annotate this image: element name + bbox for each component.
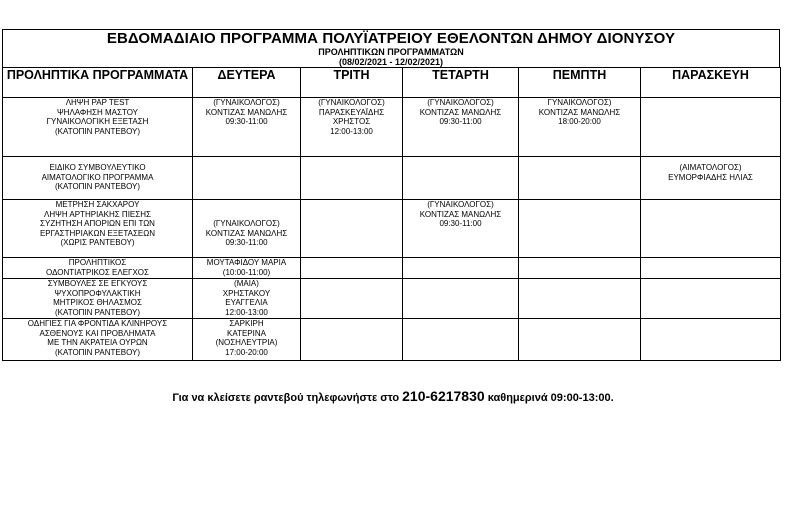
date-range: (08/02/2021 - 12/02/2021) [338,57,444,67]
tuesday-cell [301,157,403,200]
thursday-cell [519,200,641,258]
program-cell: ΠΡΟΛΗΠΤΙΚΟΣ ΟΔΟΝΤΙΑΤΡΙΚΟΣ ΕΛΕΓΧΟΣ [3,258,193,279]
tuesday-cell [301,319,403,361]
tuesday-cell [301,200,403,258]
friday-cell [641,279,781,319]
phone-number: 210-6217830 [402,388,485,404]
schedule-sheet [2,29,780,361]
monday-cell: ΣΑΡΚΙΡΗ ΚΑΤΕΡΙΝΑ (ΝΟΣΗΛΕΥΤΡΙΑ) 17:00-20:00 [193,319,301,361]
thursday-cell [519,258,641,279]
wednesday-cell [403,258,519,279]
thursday-cell [519,157,641,200]
program-cell: ΟΔΗΓΙΕΣ ΓΙΑ ΦΡΟΝΤΙΔΑ ΚΛΙΝΗΡΟΥΣ ΑΣΘΕΝΟΥΣ ΚΑΙ ΠΡΟΒΛΗΜΑΤΑ ΜΕ ΤΗΝ ΑΚΡΑΤΕΙΑ ΟΥΡΩΝ (ΚΑΤΟΠΙΝ ΡΑΝΤΕΒΟΥ) [3,319,193,361]
thursday-cell: ΓΥΝΑΙΚΟΛΟΓΟΣ) ΚΟΝΤΙΖΑΣ ΜΑΝΩΛΗΣ 18:00-20:00 [519,98,641,157]
friday-cell [641,98,781,157]
monday-cell: (ΓΥΝΑΙΚΟΛΟΓΟΣ) ΚΟΝΤΙΖΑΣ ΜΑΝΩΛΗΣ 09:30-11:00 [193,98,301,157]
friday-cell: (ΑΙΜΑΤΟΛΟΓΟΣ) ΕΥΜΟΡΦΙΑΔΗΣ ΗΛΙΑΣ [641,157,781,200]
thursday-cell [519,279,641,319]
table-row [3,200,781,258]
table-row [3,279,781,319]
wednesday-cell [403,319,519,361]
header-row [3,68,781,98]
tuesday-cell [301,279,403,319]
friday-cell [641,258,781,279]
appointment-note [0,388,786,404]
wednesday-cell: (ΓΥΝΑΙΚΟΛΟΓΟΣ) ΚΟΝΤΙΖΑΣ ΜΑΝΩΛΗΣ 09:30-11:00 [403,200,519,258]
column-header-programs: ΠΡΟΛΗΠΤΙΚΑ ΠΡΟΓΡΑΜΜΑΤΑ [3,68,193,98]
wednesday-cell: (ΓΥΝΑΙΚΟΛΟΓΟΣ) ΚΟΝΤΙΖΑΣ ΜΑΝΩΛΗΣ 09:30-11:00 [403,98,519,157]
program-cell: ΣΥΜΒΟΥΛΕΣ ΣΕ ΕΓΚΥΟΥΣ ΨΥΧΟΠΡΟΦΥΛΑΚΤΙΚΗ ΜΗΤΡΙΚΟΣ ΘΗΛΑΣΜΟΣ (ΚΑΤΟΠΙΝ ΡΑΝΤΕΒΟΥ) [3,279,193,319]
wednesday-cell [403,279,519,319]
friday-cell [641,319,781,361]
thursday-cell [519,319,641,361]
appointment-hours-text: καθημερινά 09:00-13:00. [484,392,614,404]
program-cell: ΛΗΨΗ PAP TEST ΨΗΛΑΦΗΣΗ ΜΑΣΤΟΥ ΓΥΝΑΙΚΟΛΟΓΙΚΗ ΕΞΕΤΑΣΗ (ΚΑΤΟΠΙΝ ΡΑΝΤΕΒΟΥ) [3,98,193,157]
tuesday-cell [301,258,403,279]
schedule-table [2,67,781,361]
column-header-wednesday: ΤΕΤΑΡΤΗ [403,68,519,98]
table-row [3,98,781,157]
page-title: ΕΒΔΟΜΑΔΙΑΙΟ ΠΡΟΓΡΑΜΜΑ ΠΟΛΥΪΑΤΡΕΙΟΥ ΕΘΕΛΟΝΤΩΝ ΔΗΜΟΥ ΔΙΟΝΥΣΟΥ [106,30,676,47]
column-header-friday: ΠΑΡΑΣΚΕΥΗ [641,68,781,98]
monday-cell: (ΜΑΙΑ) ΧΡΗΣΤΑΚΟΥ ΕΥΑΓΓΕΛΙΑ 12:00-13:00 [193,279,301,319]
program-cell: ΜΕΤΡΗΣΗ ΣΑΚΧΑΡΟΥ ΛΗΨΗ ΑΡΤΗΡΙΑΚΗΣ ΠΙΕΣΗΣ ΣΥΖΗΤΗΣΗ ΑΠΟΡΙΩΝ ΕΠΙ ΤΩΝ ΕΡΓΑΣΤΗΡΙΑΚΩΝ ΕΞΕΤΑΣΕΩΝ (ΧΩΡΙΣ ΡΑΝΤΕΒΟΥ) [3,200,193,258]
table-row [3,319,781,361]
friday-cell [641,200,781,258]
column-header-monday: ΔΕΥΤΕΡΑ [193,68,301,98]
tuesday-cell: (ΓΥΝΑΙΚΟΛΟΓΟΣ) ΠΑΡΑΣΚΕΥΑΪΔΗΣ ΧΡΗΣΤΟΣ 12:00-13:00 [301,98,403,157]
column-header-thursday: ΠΕΜΠΤΗ [519,68,641,98]
wednesday-cell [403,157,519,200]
column-header-tuesday: ΤΡΙΤΗ [301,68,403,98]
appointment-note-text: Για να κλείσετε ραντεβού τηλεφωνήστε στο [172,392,403,404]
table-row [3,157,781,200]
table-row [3,258,781,279]
title-block [2,29,780,67]
page-subtitle: ΠΡΟΛΗΠΤΙΚΩΝ ΠΡΟΓΡΑΜΜΑΤΩΝ [318,47,464,57]
program-cell: ΕΙΔΙΚΟ ΣΥΜΒΟΥΛΕΥΤΙΚΟ ΑΙΜΑΤΟΛΟΓΙΚΟ ΠΡΟΓΡΑΜΜΑ (ΚΑΤΟΠΙΝ ΡΑΝΤΕΒΟΥ) [3,157,193,200]
monday-cell: ΜΟΥΤΑΦΙΔΟΥ ΜΑΡΙΑ (10:00-11:00) [193,258,301,279]
monday-cell [193,157,301,200]
monday-cell: (ΓΥΝΑΙΚΟΛΟΓΟΣ) ΚΟΝΤΙΖΑΣ ΜΑΝΩΛΗΣ 09:30-11:00 [193,200,301,258]
